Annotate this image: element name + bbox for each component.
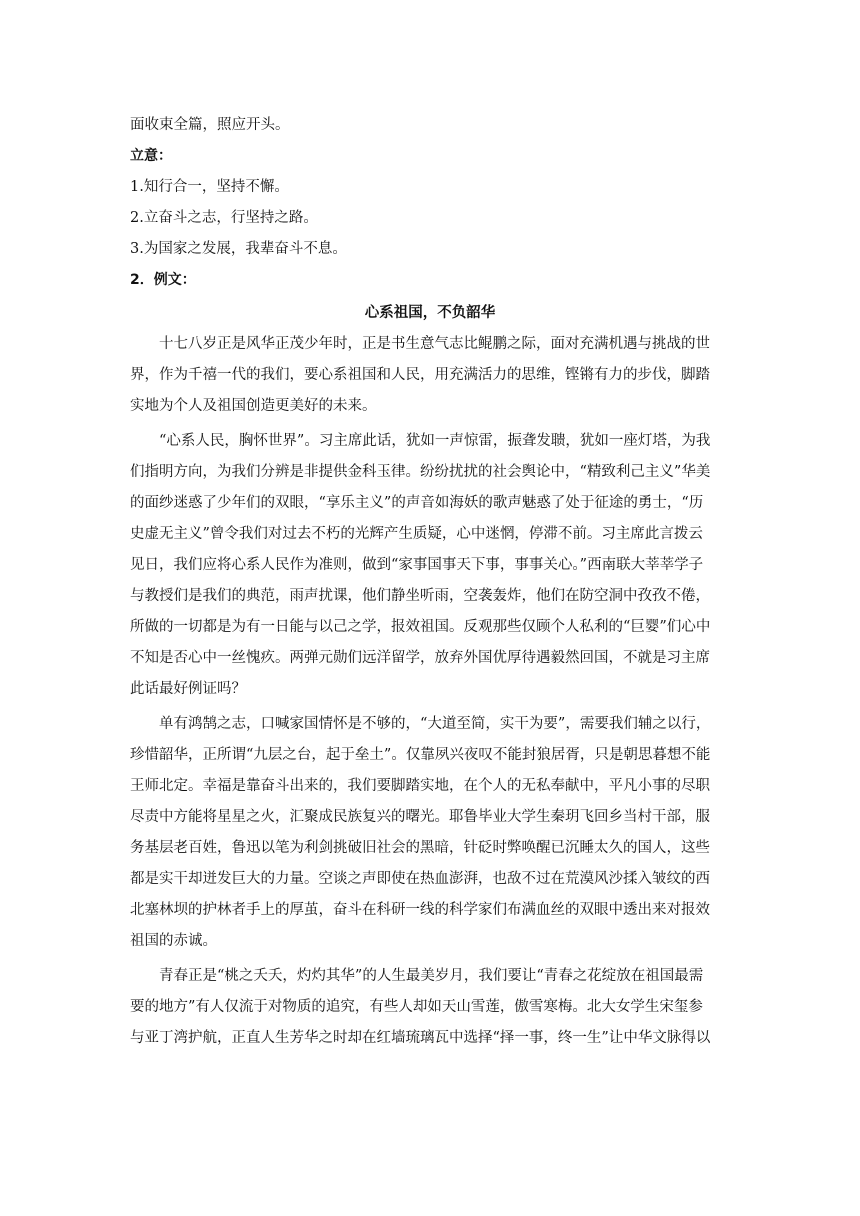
paragraph-line: 实地为个人及祖国创造更美好的未来。 <box>130 398 377 414</box>
essay-paragraph-1 <box>130 329 730 422</box>
liyi-item-3: 3.为国家之发展，我辈奋斗不息。 <box>130 241 347 257</box>
essay-paragraph-3 <box>130 709 730 957</box>
paragraph-line: 与亚丁湾护航，正直人生芳华之时却在红墙琉璃瓦中选择“择一事，终一生”让中华文脉得以 <box>130 1030 711 1046</box>
liyi-item-1: 1.知行合一，坚持不懈。 <box>130 179 289 195</box>
paragraph-line: 王师北定。幸福是靠奋斗出来的，我们要脚踏实地，在个人的无私奉献中，平凡小事的尽职 <box>130 778 710 794</box>
intro-line: 面收束全篇，照应开头。 <box>130 117 290 133</box>
paragraph-line: 都是实干却迸发巨大的力量。空谈之声即使在热血澎湃，也敌不过在荒漠风沙揉入皱纹的西 <box>130 871 710 887</box>
paragraph-line: 不知是否心中一丝愧疚。两弹元勋们远洋留学，放弃外国优厚待遇毅然回国，不就是习主席 <box>130 650 710 666</box>
paragraph-line: 尽责中方能将星星之火，汇聚成民族复兴的曙光。耶鲁毕业大学生秦玥飞回乡当村干部，服 <box>130 809 710 825</box>
liyi-heading: 立意： <box>130 148 172 164</box>
paragraph-line: 十七八岁正是风华正茂少年时，正是书生意气志比鲲鹏之际，面对充满机遇与挑战的世 <box>159 336 710 352</box>
paragraph-line: 北塞林坝的护林者手上的厚茧，奋斗在科研一线的科学家们布满血丝的双眼中透出来对报效 <box>130 902 710 918</box>
paragraph-line: 此话最好例证吗？ <box>130 681 246 697</box>
essay-paragraph-2 <box>130 426 730 705</box>
paragraph-line: 青春正是“桃之夭夭，灼灼其华”的人生最美岁月，我们要让“青春之花绽放在祖国最需 <box>159 968 704 984</box>
essay-title: 心系祖国，不负韶华 <box>364 305 496 321</box>
paragraph-line: 的面纱迷惑了少年们的双眼，“享乐主义”的声音如海妖的歌声魅惑了处于征途的勇士，“历 <box>130 495 704 511</box>
example-heading: 2．例文： <box>130 272 196 288</box>
paragraph-line: 与教授们是我们的典范，雨声扰课，他们静坐听雨，空袭轰炸，他们在防空洞中孜孜不倦， <box>130 588 710 604</box>
paragraph-line: 见日，我们应将心系人民作为准则，做到“家事国事天下事，事事关心。”西南联大莘莘学子 <box>130 557 704 573</box>
paragraph-line: “心系人民，胸怀世界”。习主席此话，犹如一声惊雷，振聋发聩，犹如一座灯塔，为我 <box>159 433 711 449</box>
liyi-item-2: 2.立奋斗之志，行坚持之路。 <box>130 210 318 226</box>
paragraph-line: 界，作为千禧一代的我们，要心系祖国和人民，用充满活力的思维，铿锵有力的步伐，脚踏 <box>130 367 710 383</box>
paragraph-line: 务基层老百姓，鲁迅以笔为利剑挑破旧社会的黑暗，针砭时弊唤醒已沉睡太久的国人，这些 <box>130 840 710 856</box>
paragraph-line: 珍惜韶华，正所谓“九层之台，起于垒土”。仅靠夙兴夜叹不能封狼居胥，只是朝思暮想不能 <box>130 747 711 763</box>
paragraph-line: 单有鸿鹄之志，口喊家国情怀是不够的，“大道至简，实干为要”，需要我们辅之以行， <box>159 716 711 732</box>
paragraph-line: 们指明方向，为我们分辨是非提供金科玉律。纷纷扰扰的社会舆论中，“精致利己主义”华美 <box>130 464 711 480</box>
paragraph-line: 史虚无主义”曾令我们对过去不朽的光辉产生质疑，心中迷惘，停滞不前。习主席此言拨云 <box>130 526 703 542</box>
paragraph-line: 要的地方”有人仅流于对物质的追究，有些人却如天山雪莲，傲雪寒梅。北大女学生宋玺参 <box>130 999 703 1015</box>
essay-paragraph-4 <box>130 961 730 1054</box>
paragraph-line: 所做的一切都是为有一日能与以己之学，报效祖国。反观那些仅顾个人私利的“巨婴”们心中 <box>130 619 711 635</box>
paragraph-line: 祖国的赤诚。 <box>130 933 217 949</box>
